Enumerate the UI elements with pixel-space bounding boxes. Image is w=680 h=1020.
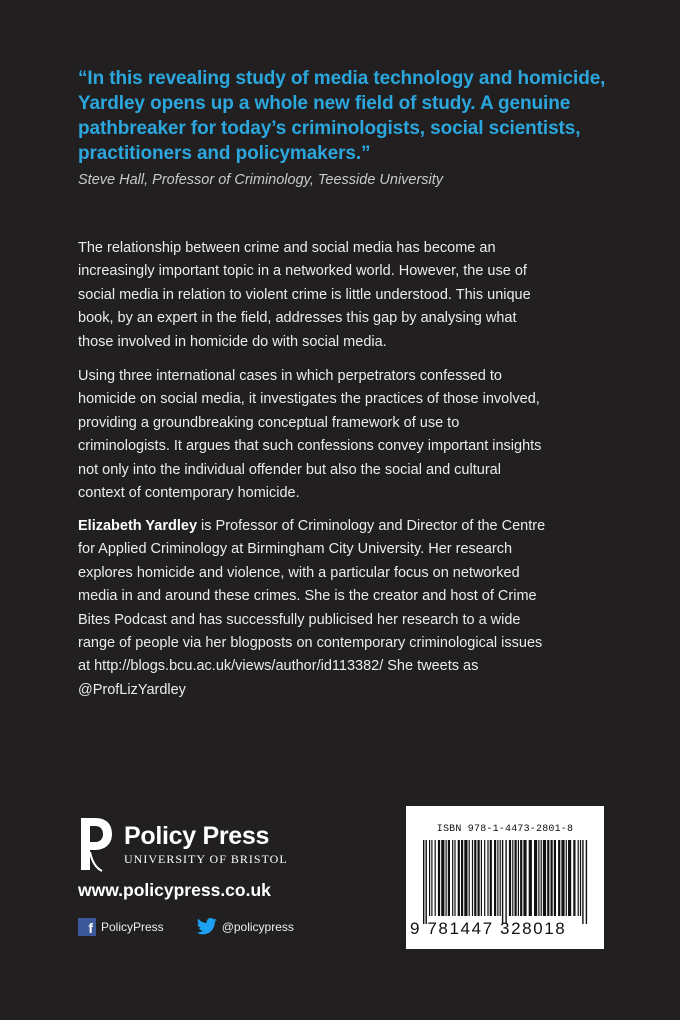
barcode-bar: [502, 840, 503, 924]
barcode-bar: [578, 840, 579, 916]
twitter-handle: @policypress: [221, 920, 294, 934]
barcode-bar: [497, 840, 498, 916]
barcode-bar: [554, 840, 556, 916]
facebook-handle: PolicyPress: [101, 920, 164, 934]
barcode-bar: [566, 840, 567, 916]
barcode-bar: [490, 840, 492, 916]
barcode-bar: [461, 840, 463, 916]
barcode-bar: [561, 840, 564, 916]
barcode-bar: [441, 840, 444, 916]
author-bio-text: is Professor of Criminology and Director of the Centre for Applied Criminology at Birmingham City University. Her research explores homicide and violence, with a particular focus on networked media in and around these crimes. She is the creator and host of Crime Bites Podcast and has successfully publicised her research to a wide range of people via her blogposts on contemporary criminological issues at http://blogs.bcu.ac.uk/views/author/id113382/ She tweets as @ProfLizYardley: [78, 518, 546, 698]
barcode-bar: [582, 840, 583, 924]
barcode-bar: [426, 840, 427, 924]
publisher-logo: [78, 816, 288, 872]
barcode-bar: [543, 840, 546, 916]
twitter-link[interactable]: [196, 918, 294, 936]
barcode-bar: [515, 840, 517, 916]
barcode-bar: [586, 840, 587, 924]
barcode-bar: [551, 840, 553, 916]
barcode-bar: [484, 840, 485, 916]
barcode-bar: [523, 840, 526, 916]
isbn-label: ISBN 978-1-4473-2801-8: [436, 824, 574, 835]
barcode-bar: [558, 840, 560, 916]
barcode-bar: [520, 840, 522, 916]
barcode-bar: [512, 840, 513, 916]
barcode-bar: [429, 840, 430, 916]
publisher-subtitle: UNIVERSITY OF BRISTOL: [124, 852, 288, 866]
barcode-bar: [494, 840, 496, 916]
facebook-link[interactable]: [78, 918, 164, 936]
author-name: Elizabeth Yardley: [78, 518, 198, 534]
barcode-bar: [464, 840, 467, 916]
policy-press-p-icon: [78, 816, 114, 872]
endorsement: [78, 66, 638, 190]
twitter-bird-icon: [196, 918, 218, 936]
barcode-bar: [529, 840, 532, 916]
barcode-bar: [474, 840, 476, 916]
description-paragraph-1: The relationship between crime and social media has become an increasingly important topic in a networked world. However, the use of social media in relation to violent crime is little understood. This unique book, by an expert in the field, addresses this gap by analysing what those involved in homicide do with social media.: [78, 240, 531, 350]
barcode-bar: [534, 840, 537, 916]
facebook-icon: f: [78, 918, 96, 936]
barcode-bar: [458, 840, 460, 916]
barcode-bar: [500, 840, 501, 916]
endorsement-quote: “In this revealing study of media technology and homicide, Yardley opens up a whole new field of study. A genuine pathbreaker for today’s criminologists, social scientists, practitioners and policymakers.”: [78, 68, 606, 164]
barcode-bar: [423, 840, 424, 924]
barcode-bar: [541, 840, 542, 916]
barcode-bar: [518, 840, 519, 916]
barcode-bar: [454, 840, 455, 916]
barcode-bar: [538, 840, 539, 916]
barcode-bar: [509, 840, 511, 916]
barcode-bars: [423, 840, 588, 924]
publisher-website[interactable]: www.policypress.co.uk: [78, 880, 271, 900]
barcode-bar: [478, 840, 480, 916]
barcode-number: 9 781447 328018: [410, 919, 567, 938]
description-paragraph-2: Using three international cases in which perpetrators confessed to homicide on social media, it investigates the practices of those involved, providing a groundbreaking conceptual framework of use to criminologists. It argues that such confessions convey important insights not only into the individual offender but also the social and cultural context of contemporary homicide.: [78, 368, 542, 502]
social-links: [78, 918, 294, 936]
barcode-bar: [431, 840, 432, 916]
barcode-bar: [448, 840, 450, 916]
barcode-bar: [487, 840, 488, 916]
barcode-bar: [446, 840, 447, 916]
publisher-name: Policy Press: [124, 822, 270, 850]
barcode-bar: [435, 840, 436, 916]
isbn-barcode: [406, 806, 604, 949]
barcode-bar: [505, 840, 506, 924]
barcode-bar: [568, 840, 571, 916]
author-bio: [78, 515, 548, 702]
endorsement-attribution: Steve Hall, Professor of Criminology, Teesside University: [78, 172, 444, 188]
barcode-bar: [452, 840, 453, 916]
barcode-bar: [438, 840, 440, 916]
barcode-bar: [469, 840, 470, 916]
barcode-bar: [580, 840, 581, 916]
barcode-bar: [472, 840, 473, 916]
barcode-bar: [481, 840, 482, 916]
barcode-bar: [547, 840, 549, 916]
barcode-bar: [573, 840, 575, 916]
